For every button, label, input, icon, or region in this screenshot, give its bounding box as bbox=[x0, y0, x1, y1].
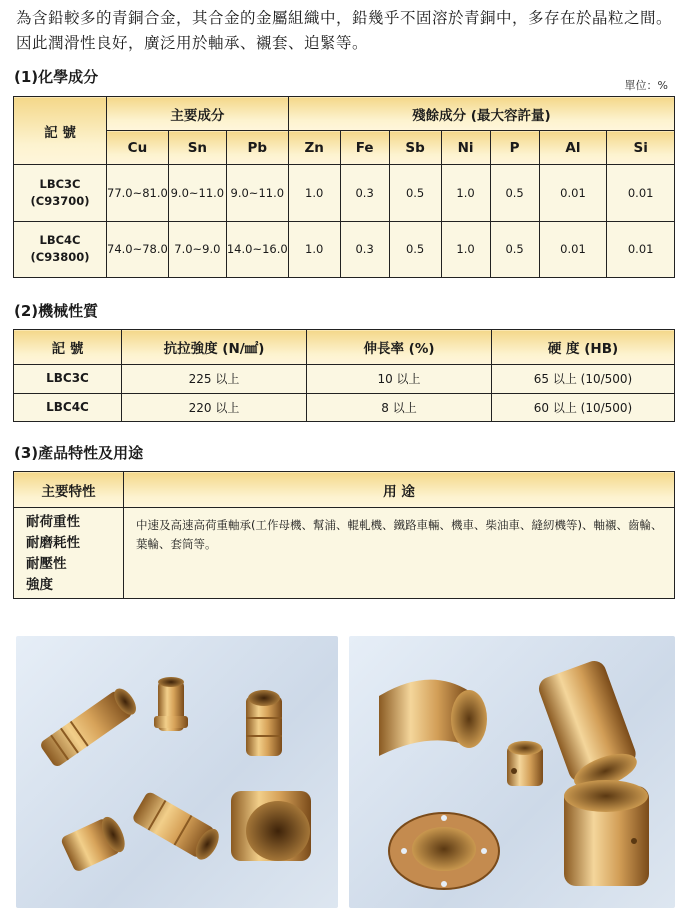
table-row bbox=[14, 393, 675, 422]
col-header: Pb bbox=[226, 131, 288, 165]
header-residual-components: 殘餘成分 (最大容許量) bbox=[288, 97, 674, 131]
code-label: LBC3C bbox=[39, 176, 81, 191]
value-cell: 9.0~11.0 bbox=[226, 165, 288, 222]
header-elongation: 伸長率 (%) bbox=[307, 330, 492, 365]
bronze-parts-illustration-left bbox=[16, 636, 338, 908]
value-cell: 1.0 bbox=[288, 221, 340, 278]
section-title-mechanical: (2)機械性質 bbox=[14, 302, 99, 320]
value-cell: 74.0~78.0 bbox=[107, 221, 169, 278]
value-cell: 0.5 bbox=[490, 165, 539, 222]
row-code: LBC4C bbox=[14, 393, 122, 422]
feature-item: 耐壓性 bbox=[26, 556, 67, 572]
wide-ring-bushing bbox=[379, 680, 487, 756]
value-cell: 0.5 bbox=[389, 221, 441, 278]
value-cell: 7.0~9.0 bbox=[168, 221, 226, 278]
feature-item: 耐磨耗性 bbox=[26, 535, 80, 551]
header-usage: 用 途 bbox=[124, 472, 675, 508]
grooved-tube-part bbox=[131, 791, 223, 864]
value-cell: 8 以上 bbox=[307, 393, 492, 422]
header-code: 記 號 bbox=[14, 330, 122, 365]
value-cell: 9.0~11.0 bbox=[168, 165, 226, 222]
product-photo-right bbox=[349, 636, 675, 908]
feature-item: 耐荷重性 bbox=[26, 514, 80, 530]
product-photo-left bbox=[16, 636, 338, 908]
code-label: LBC4C bbox=[39, 233, 81, 248]
value-cell: 225 以上 bbox=[122, 365, 307, 394]
row-code: LBC3C bbox=[14, 365, 122, 394]
col-header: Ni bbox=[441, 131, 490, 165]
large-sleeve-part bbox=[231, 791, 311, 861]
flanged-bushing-part bbox=[246, 690, 282, 756]
unit-label: 單位：% bbox=[624, 79, 668, 92]
header-tensile: 抗拉強度 (N/㎟) bbox=[122, 330, 307, 365]
features-usage-table bbox=[13, 471, 675, 599]
value-cell: 1.0 bbox=[288, 165, 340, 222]
col-header: Al bbox=[539, 131, 607, 165]
intro-paragraph: 為含鉛較多的青銅合金，其合金的金屬組織中，鉛幾乎不固溶於青銅中，多存在於晶粒之間。因此潤滑性良好，廣泛用於軸承、襯套、迫緊等。 bbox=[16, 9, 673, 52]
col-header: P bbox=[490, 131, 539, 165]
section-title-features: (3)產品特性及用途 bbox=[14, 444, 144, 462]
row-code bbox=[14, 165, 107, 222]
col-header: Fe bbox=[340, 131, 389, 165]
value-cell: 0.01 bbox=[607, 221, 675, 278]
value-cell: 0.3 bbox=[340, 221, 389, 278]
col-header: Sn bbox=[168, 131, 226, 165]
small-bushing bbox=[507, 741, 543, 786]
value-cell: 14.0~16.0 bbox=[226, 221, 288, 278]
table-row bbox=[14, 221, 675, 278]
code-alt-label: (C93800) bbox=[30, 250, 90, 265]
value-cell: 0.01 bbox=[539, 165, 607, 222]
features-cell bbox=[14, 508, 124, 599]
section-title-chemical: (1)化學成分 bbox=[14, 68, 99, 86]
col-header: Cu bbox=[107, 131, 169, 165]
header-features: 主要特性 bbox=[14, 472, 124, 508]
value-cell: 0.01 bbox=[607, 165, 675, 222]
feature-item: 強度 bbox=[26, 577, 53, 593]
large-bearing bbox=[564, 780, 649, 886]
header-code: 記 號 bbox=[14, 97, 107, 165]
usage-text: 中速及高速高荷重軸承(工作母機、幫浦、輥軋機、鐵路車輛、機車、柴油車、縫紉機等)、軸襯、齒輪、葉輪、套筒等。 bbox=[124, 508, 675, 599]
ridged-tube-part bbox=[39, 685, 141, 769]
value-cell: 0.5 bbox=[389, 165, 441, 222]
value-cell: 1.0 bbox=[441, 165, 490, 222]
mechanical-properties-table bbox=[13, 329, 675, 422]
table-row bbox=[14, 165, 675, 222]
value-cell: 1.0 bbox=[441, 221, 490, 278]
header-hardness: 硬 度 (HB) bbox=[492, 330, 675, 365]
col-header: Sb bbox=[389, 131, 441, 165]
chemical-composition-table bbox=[13, 96, 675, 278]
tall-sleeve-bushing bbox=[536, 658, 644, 797]
value-cell: 10 以上 bbox=[307, 365, 492, 394]
value-cell: 77.0~81.0 bbox=[107, 165, 169, 222]
value-cell: 0.5 bbox=[490, 221, 539, 278]
threaded-fitting-part bbox=[154, 677, 188, 731]
short-sleeve-part bbox=[60, 814, 130, 873]
bronze-parts-illustration-right bbox=[349, 636, 675, 908]
value-cell: 65 以上 (10/500) bbox=[492, 365, 675, 394]
value-cell: 220 以上 bbox=[122, 393, 307, 422]
col-header: Si bbox=[607, 131, 675, 165]
code-alt-label: (C93700) bbox=[30, 193, 90, 208]
value-cell: 0.01 bbox=[539, 221, 607, 278]
header-main-components: 主要成分 bbox=[107, 97, 289, 131]
value-cell: 60 以上 (10/500) bbox=[492, 393, 675, 422]
value-cell: 0.3 bbox=[340, 165, 389, 222]
flange-ring bbox=[389, 813, 499, 889]
row-code bbox=[14, 221, 107, 278]
col-header: Zn bbox=[288, 131, 340, 165]
table-row bbox=[14, 365, 675, 394]
